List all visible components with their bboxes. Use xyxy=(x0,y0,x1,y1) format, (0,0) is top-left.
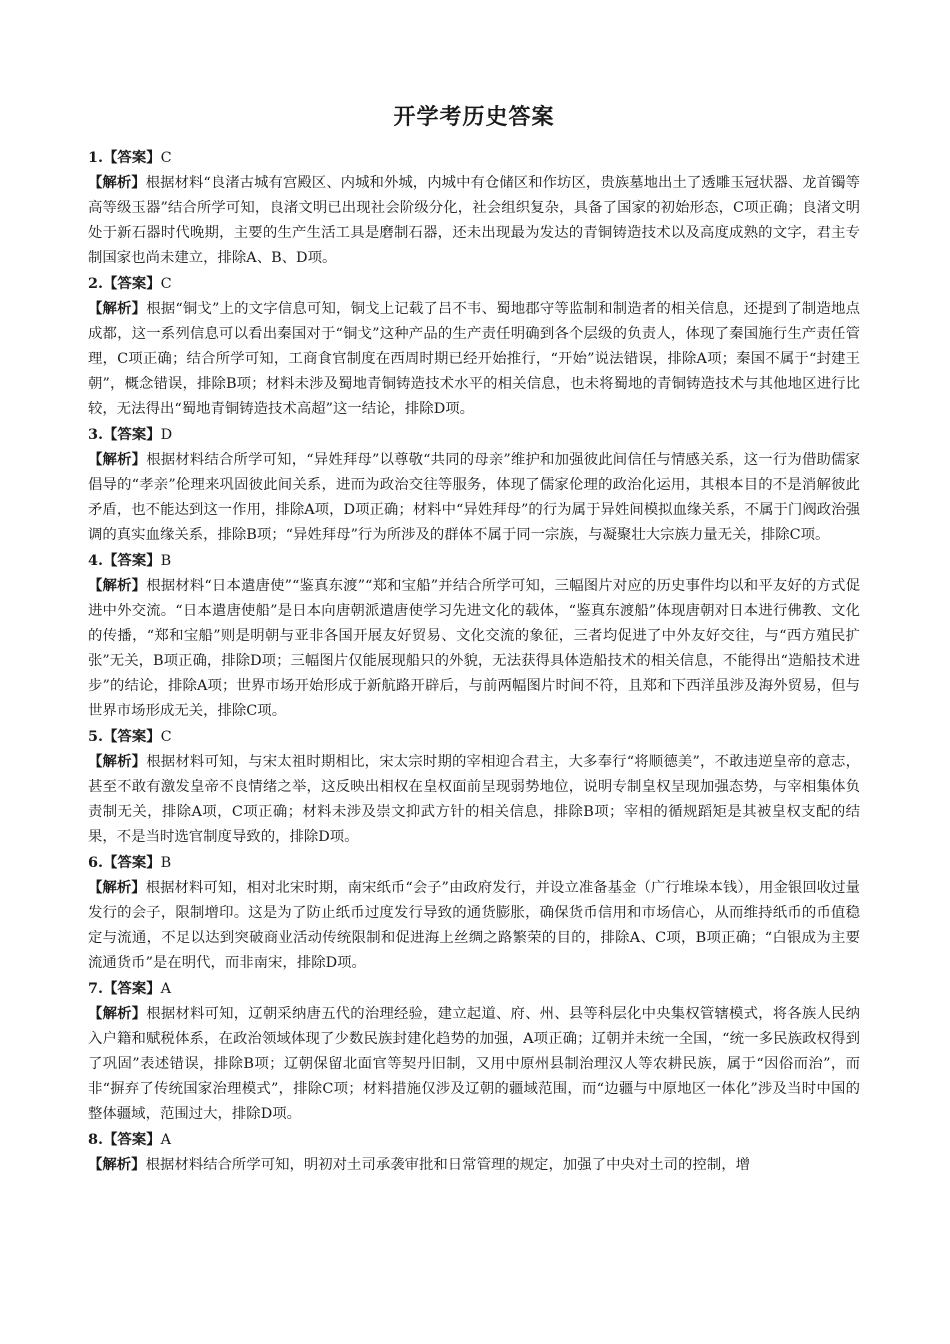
question-item xyxy=(88,850,860,976)
answer-letter: A xyxy=(160,981,172,997)
answer-letter: A xyxy=(160,1132,172,1148)
question-item xyxy=(88,271,860,422)
answer-line xyxy=(88,271,860,296)
explanation-text: 根据材料“日本遣唐使”“鉴真东渡”“郑和宝船”并结合所学可知，三幅图片对应的历史事件均以和平友好的方式促进中外交流。“日本遣唐使船”是日本向唐朝派遣唐使学习先进文化的载体，“鉴真东渡船”体现唐朝对日本进行佛教、文化的传播，“郑和宝船”则是明朝与亚非各国开展友好贸易、文化交流的象征，三者均促进了中外友好交往，与“西方殖民扩张”无关，B项正确，排除D项；三幅图片仅能展现船只的外貌，无法获得具体造船技术的相关信息，不能得出“造船技术进步”的结论，排除A项；世界市场开始形成于新航路开辟后，与前两幅图片时间不符，且郑和下西洋虽涉及海外贸易，但与世界市场形成无关，排除C项。 xyxy=(88,578,860,719)
page-title: 开学考历史答案 xyxy=(393,105,555,130)
answer-letter: C xyxy=(160,150,172,166)
answer-line xyxy=(88,850,860,875)
answer-line xyxy=(88,1127,860,1152)
answer-letter: D xyxy=(160,427,173,443)
answer-sheet xyxy=(88,100,860,1178)
answer-line xyxy=(88,724,860,749)
question-item xyxy=(88,145,860,271)
explanation-text: 根据材料结合所学可知，明初对土司承袭审批和日常管理的规定，加强了中央对土司的控制，增 xyxy=(145,1157,750,1173)
answer-label: 【答案】 xyxy=(103,149,161,166)
explanation-paragraph xyxy=(88,296,860,422)
question-number: 8. xyxy=(88,1131,104,1148)
question-number: 1. xyxy=(88,149,104,166)
explanation-paragraph xyxy=(88,749,860,850)
answer-letter: C xyxy=(160,729,172,745)
answer-label: 【答案】 xyxy=(103,854,161,871)
explanation-label: 【解析】 xyxy=(88,174,146,191)
question-list xyxy=(88,145,860,1178)
answer-letter: C xyxy=(160,276,172,292)
explanation-paragraph xyxy=(88,573,860,724)
answer-letter: B xyxy=(160,553,172,569)
question-item xyxy=(88,1127,860,1178)
question-item xyxy=(88,976,860,1127)
explanation-text: 根据材料可知，与宋太祖时期相比，宋太宗时期的宰相迎合君主，大多奉行“将顺德美”，不敢违逆皇帝的意志，甚至不敢有激发皇帝不良情绪之举，这反映出相权在皇权面前呈现弱势地位，说明专制皇权呈现加强态势，与宰相集体负责制无关，排除A项，C项正确；材料未涉及崇文抑武方针的相关信息，排除B项；宰相的循规蹈矩是其被皇权支配的结果，不是当时选官制度导致的，排除D项。 xyxy=(88,754,860,845)
answer-line xyxy=(88,976,860,1001)
answer-line xyxy=(88,422,860,447)
answer-label: 【答案】 xyxy=(103,275,161,292)
explanation-paragraph xyxy=(88,170,860,271)
explanation-paragraph xyxy=(88,1152,860,1178)
explanation-label: 【解析】 xyxy=(88,451,147,468)
explanation-label: 【解析】 xyxy=(88,879,146,896)
question-number: 5. xyxy=(88,728,104,745)
explanation-label: 【解析】 xyxy=(88,753,147,770)
answer-label: 【答案】 xyxy=(103,728,161,745)
question-number: 3. xyxy=(88,426,104,443)
explanation-label: 【解析】 xyxy=(88,577,147,594)
explanation-text: 根据材料可知，辽朝采纳唐五代的治理经验，建立起道、府、州、县等科层化中央集权管辖模式，将各族人民纳入户籍和赋税体系，在政治领域体现了少数民族封建化趋势的加强，A项正确；辽朝并未统一全国，“统一多民族政权得到了巩固”表述错误，排除B项；辽朝保留北面官等契丹旧制，又用中原州县制治理汉人等农耕民族，属于“因俗而治”，而非“摒弃了传统国家治理模式”，排除C项；材料措施仅涉及辽朝的疆域范围，而“边疆与中原地区一体化”涉及当时中国的整体疆域，范围过大，排除D项。 xyxy=(88,1006,860,1122)
explanation-paragraph xyxy=(88,447,860,548)
answer-label: 【答案】 xyxy=(103,980,161,997)
answer-line xyxy=(88,548,860,573)
explanation-paragraph xyxy=(88,1001,860,1127)
question-item xyxy=(88,724,860,850)
explanation-label: 【解析】 xyxy=(88,300,147,317)
explanation-label: 【解析】 xyxy=(88,1156,146,1173)
explanation-text: 根据材料可知，相对北宋时期，南宋纸币“会子”由政府发行，并设立准备基金（广行堆垛本钱），用金银回收过量发行的会子，限制增印。这是为了防止纸币过度发行导致的通货膨胀，确保货币信用和市场信心，从而维持纸币的币值稳定与流通，不足以达到突破商业活动传统限制和促进海上丝绸之路繁荣的目的，排除A、C项，B项正确；“白银成为主要流通货币”是在明代，而非南宋，排除D项。 xyxy=(88,880,860,971)
question-number: 7. xyxy=(88,980,104,997)
question-item xyxy=(88,548,860,724)
question-item xyxy=(88,422,860,548)
answer-label: 【答案】 xyxy=(103,1131,161,1148)
explanation-text: 根据材料结合所学可知，“异姓拜母”以尊敬“共同的母亲”维护和加强彼此间信任与情感关系，这一行为借助儒家倡导的“孝亲”伦理来巩固彼此间关系，进而为政治交往等服务，体现了儒家伦理的政治化运用，其根本目的不是消解彼此矛盾，也不能达到这一作用，排除A项，D项正确；材料中“异姓拜母”的行为属于异姓间模拟血缘关系，不属于门阀政治强调的真实血缘关系，排除B项；“异姓拜母”行为所涉及的群体不属于同一宗族，与凝聚壮大宗族力量无关，排除C项。 xyxy=(88,452,860,543)
explanation-paragraph xyxy=(88,875,860,976)
answer-line xyxy=(88,145,860,170)
answer-label: 【答案】 xyxy=(103,552,161,569)
explanation-text: 根据材料“良渚古城有宫殿区、内城和外城，内城中有仓储区和作坊区，贵族墓地出土了透雕玉冠状器、龙首镯等高等级玉器”结合所学可知，良渚文明已出现社会阶级分化，社会组织复杂，具备了国家的初始形态，C项正确；良渚文明处于新石器时代晚期，主要的生产生活工具是磨制石器，还未出现最为发达的青铜铸造技术以及高度成熟的文字，君主专制国家也尚未建立，排除A、B、D项。 xyxy=(88,175,860,266)
question-number: 6. xyxy=(88,854,104,871)
explanation-label: 【解析】 xyxy=(88,1005,147,1022)
question-number: 2. xyxy=(88,275,104,292)
answer-letter: B xyxy=(160,855,172,871)
explanation-text: 根据“铜戈”上的文字信息可知，铜戈上记载了吕不韦、蜀地郡守等监制和制造者的相关信息，还提到了制造地点成都，这一系列信息可以看出秦国对于“铜戈”这种产品的生产责任明确到各个层级的负责人，体现了秦国施行生产责任管理，C项正确；结合所学可知，工商食官制度在西周时期已经开始推行，“开始”说法错误，排除A项；秦国不属于“封建王朝”，概念错误，排除B项；材料未涉及蜀地青铜铸造技术水平的相关信息，也未将蜀地的青铜铸造技术与其他地区进行比较，无法得出“蜀地青铜铸造技术高超”这一结论，排除D项。 xyxy=(88,301,860,417)
answer-label: 【答案】 xyxy=(103,426,161,443)
question-number: 4. xyxy=(88,552,104,569)
